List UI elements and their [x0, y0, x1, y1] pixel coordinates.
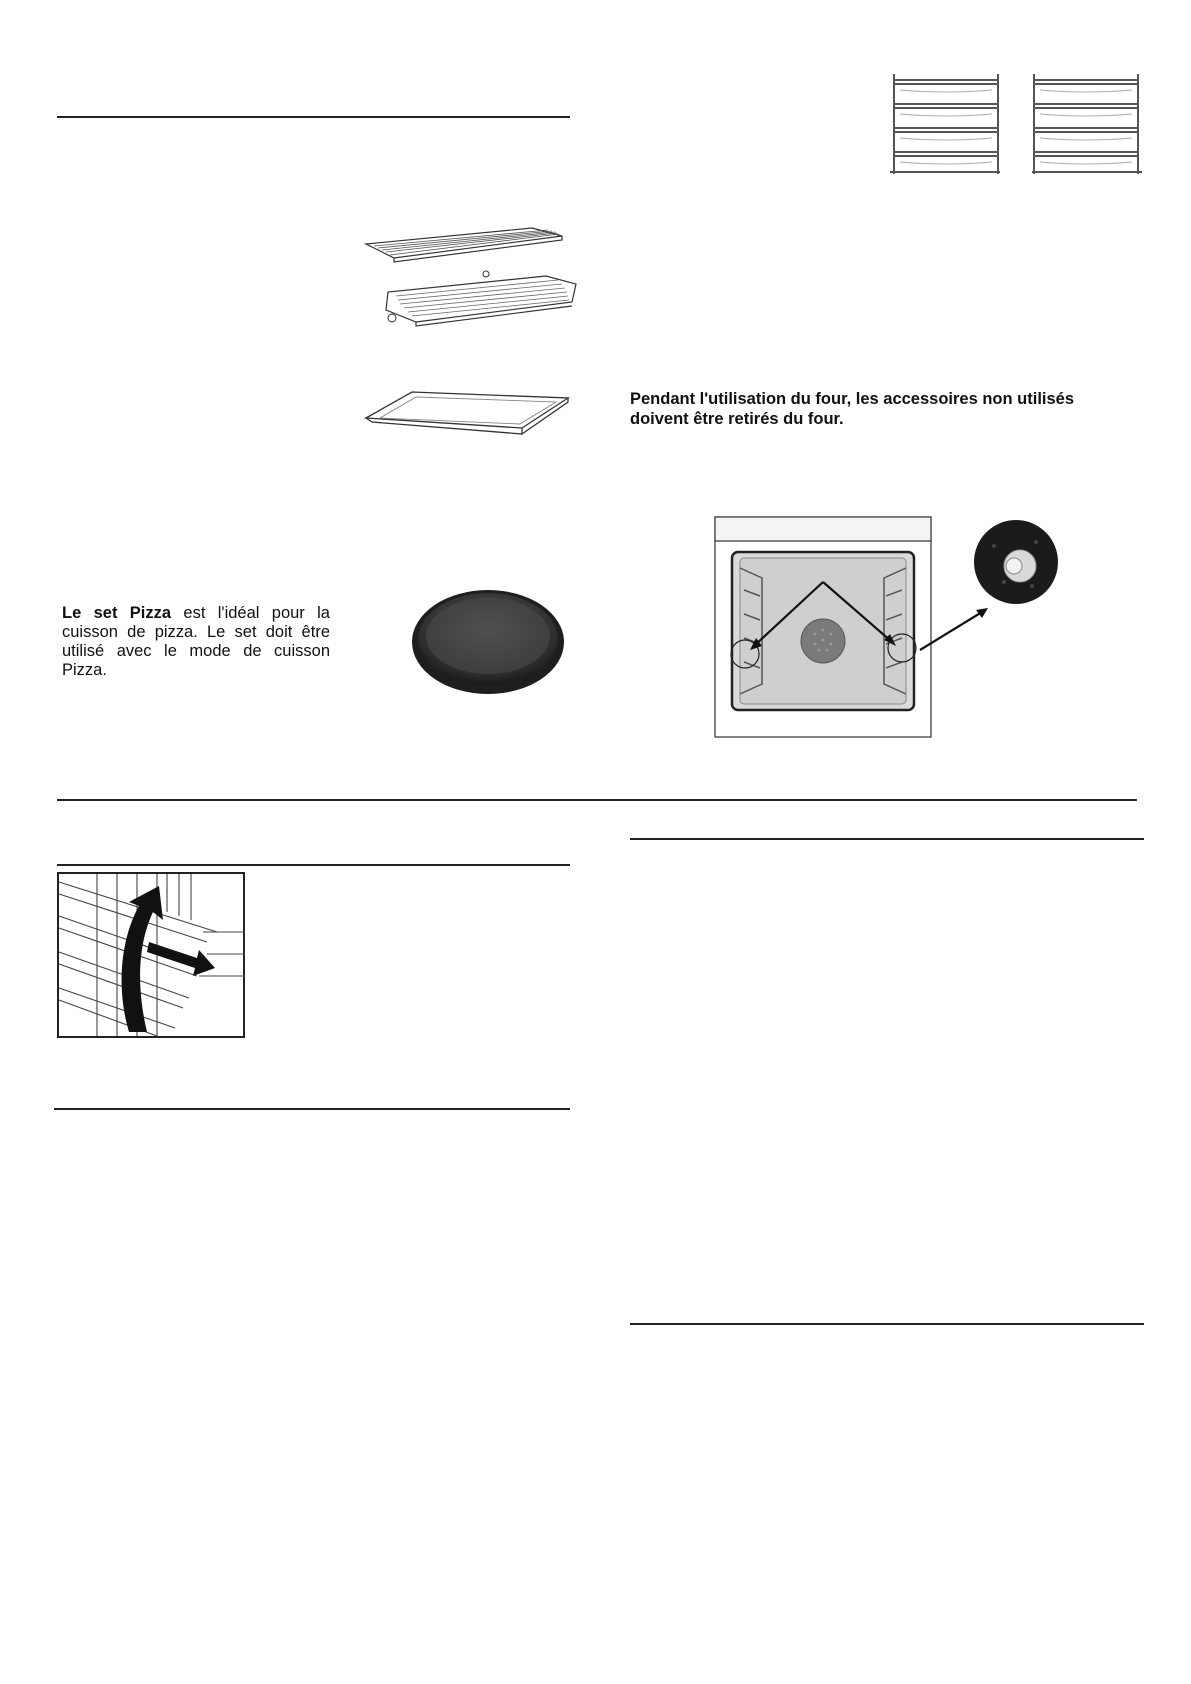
grill-rack-and-tray-illustration	[362, 222, 582, 342]
section-rule-left-2	[57, 864, 570, 866]
shallow-tray-illustration	[362, 384, 572, 444]
side-rails-illustration	[886, 70, 1146, 178]
pizza-pan-illustration	[408, 584, 568, 696]
pizza-set-text: est l'idéal pour la cuisson de pizza. Le set doit être utilisé avec le mode de cuisson Pizza.	[62, 604, 330, 679]
pizza-set-description	[62, 604, 330, 680]
section-rule-full-width	[57, 799, 1137, 801]
section-rule-top-left	[57, 116, 570, 118]
rail-removal-illustration	[57, 872, 245, 1038]
section-rule-left-3	[54, 1108, 570, 1110]
accessories-warning: Pendant l'utilisation du four, les accessoires non utilisés doivent être retirés du four.	[630, 390, 1075, 428]
section-rule-right-2	[630, 1323, 1144, 1325]
section-rule-right-1	[630, 838, 1144, 840]
oven-interior-illustration	[714, 516, 1064, 738]
pizza-set-title: Le set Pizza	[62, 604, 172, 622]
